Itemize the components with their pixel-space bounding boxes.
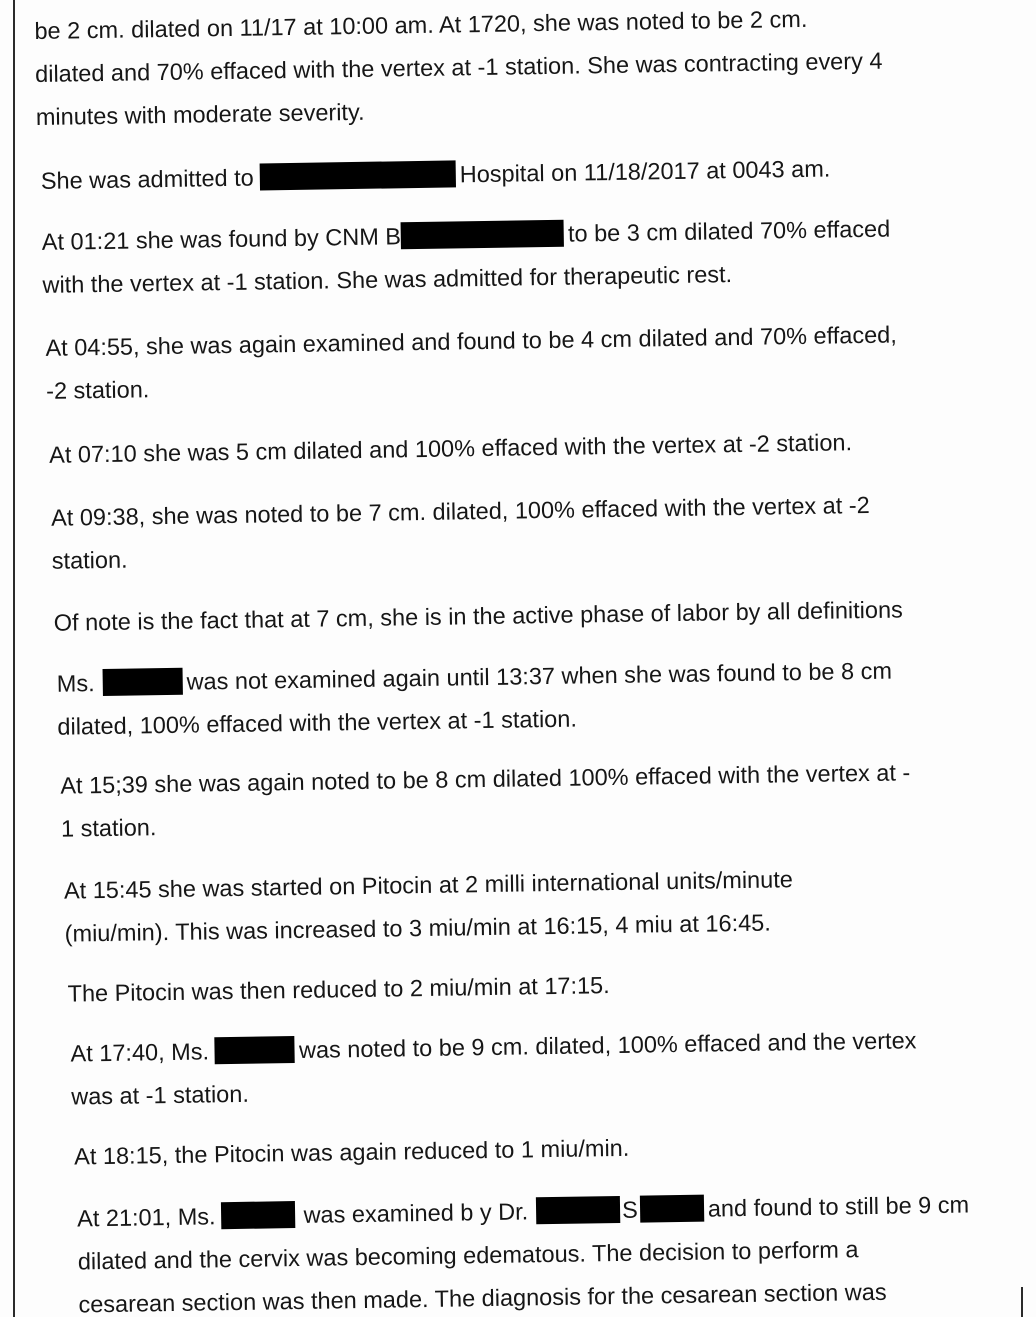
page-left-border: [13, 0, 15, 1317]
text-segment: was not examined again until 13:37 when she was found to be 8 cm: [186, 657, 893, 695]
text-line: At 15:45 she was started on Pitocin at 2 milli international units/minute: [63, 866, 793, 904]
page-edge-mark: [1021, 1287, 1023, 1317]
text-line: Of note is the fact that at 7 cm, she is in the active phase of labor by all definitions: [53, 596, 903, 636]
text-line: At 04:55, she was again examined and found to be 4 cm dilated and 70% effaced,: [45, 321, 897, 361]
redaction-bar: [260, 160, 456, 190]
text-line: [41, 148, 831, 203]
redaction-bar: [221, 1201, 295, 1229]
text-line: cesarean section was then made. The diagnosis for the cesarean section was: [78, 1278, 887, 1317]
paragraph-exam-07-10: [49, 421, 853, 477]
text-line: dilated and 70% effaced with the vertex at -1 station. She was contracting every 4: [34, 47, 883, 87]
paragraph-exam-04-55: [45, 313, 898, 412]
text-segment: was noted to be 9 cm. dilated, 100% effaced and the vertex: [298, 1027, 917, 1063]
text-line: be 2 cm. dilated on 11/17 at 10:00 am. At 1720, she was noted to be 2 cm.: [34, 5, 808, 44]
text-segment: At 01:21 she was found by CNM B: [41, 223, 402, 255]
paragraph-active-phase-note: [53, 588, 903, 644]
paragraph-pitocin-start: [64, 858, 794, 955]
redaction-bar: [401, 220, 564, 250]
text-segment: and found to still be 9 cm: [707, 1191, 970, 1222]
text-segment: S: [621, 1196, 639, 1223]
text-line: At 07:10 she was 5 cm dilated and 100% effaced with the vertex at -2 station.: [48, 429, 853, 468]
text-line: 1 station.: [60, 814, 157, 842]
paragraph-cervical-exam-11-17: [34, 0, 883, 139]
text-segment: Hospital on 11/18/2017 at 0043 am.: [459, 155, 831, 188]
text-line: -2 station.: [45, 376, 150, 404]
paragraph-exam-15-39: [60, 751, 911, 850]
paragraph-pitocin-reduced-again: [74, 1127, 630, 1179]
text-segment: to be 3 cm dilated 70% effaced: [567, 215, 891, 247]
text-line: station.: [51, 546, 128, 574]
text-line: At 09:38, she was noted to be 7 cm. dilated, 100% effaced with the vertex at -2: [50, 491, 870, 531]
text-line: dilated and the cervix was becoming edematous. The decision to perform a: [77, 1236, 859, 1275]
text-segment: Ms.: [56, 670, 95, 697]
text-line: dilated, 100% effaced with the vertex at -1 station.: [57, 705, 578, 740]
redaction-bar: [536, 1196, 620, 1224]
text-segment: was examined b y Dr.: [303, 1198, 529, 1228]
text-line: minutes with moderate severity.: [35, 98, 365, 130]
paragraph-exam-09-38: [51, 484, 871, 583]
text-line: was at -1 station.: [71, 1080, 250, 1110]
redaction-bar: [102, 668, 182, 696]
redaction-bar: [215, 1036, 295, 1064]
text-segment: At 17:40, Ms.: [70, 1038, 210, 1067]
text-line: The Pitocin was then reduced to 2 miu/min at 17:15.: [67, 972, 610, 1007]
text-line: with the vertex at -1 station. She was admitted for therapeutic rest.: [42, 261, 733, 298]
text-line: At 15;39 she was again noted to be 8 cm dilated 100% effaced with the vertex at -: [60, 759, 911, 799]
paragraph-admission: [41, 148, 831, 203]
redaction-bar: [640, 1195, 704, 1223]
text-segment: At 21:01, Ms.: [76, 1203, 216, 1232]
paragraph-exam-17-40: [70, 1019, 917, 1118]
text-line: (miu/min). This was increased to 3 miu/min at 16:15, 4 miu at 16:45.: [64, 909, 771, 947]
text-line: At 18:15, the Pitocin was again reduced to 1 miu/min.: [73, 1134, 630, 1170]
text-segment: She was admitted to: [40, 164, 254, 194]
paragraph-exam-21-01: [77, 1183, 971, 1317]
paragraph-exam-01-21: [41, 208, 891, 307]
paragraph-exam-13-37: [56, 650, 893, 749]
paragraph-pitocin-reduced: [67, 964, 610, 1016]
